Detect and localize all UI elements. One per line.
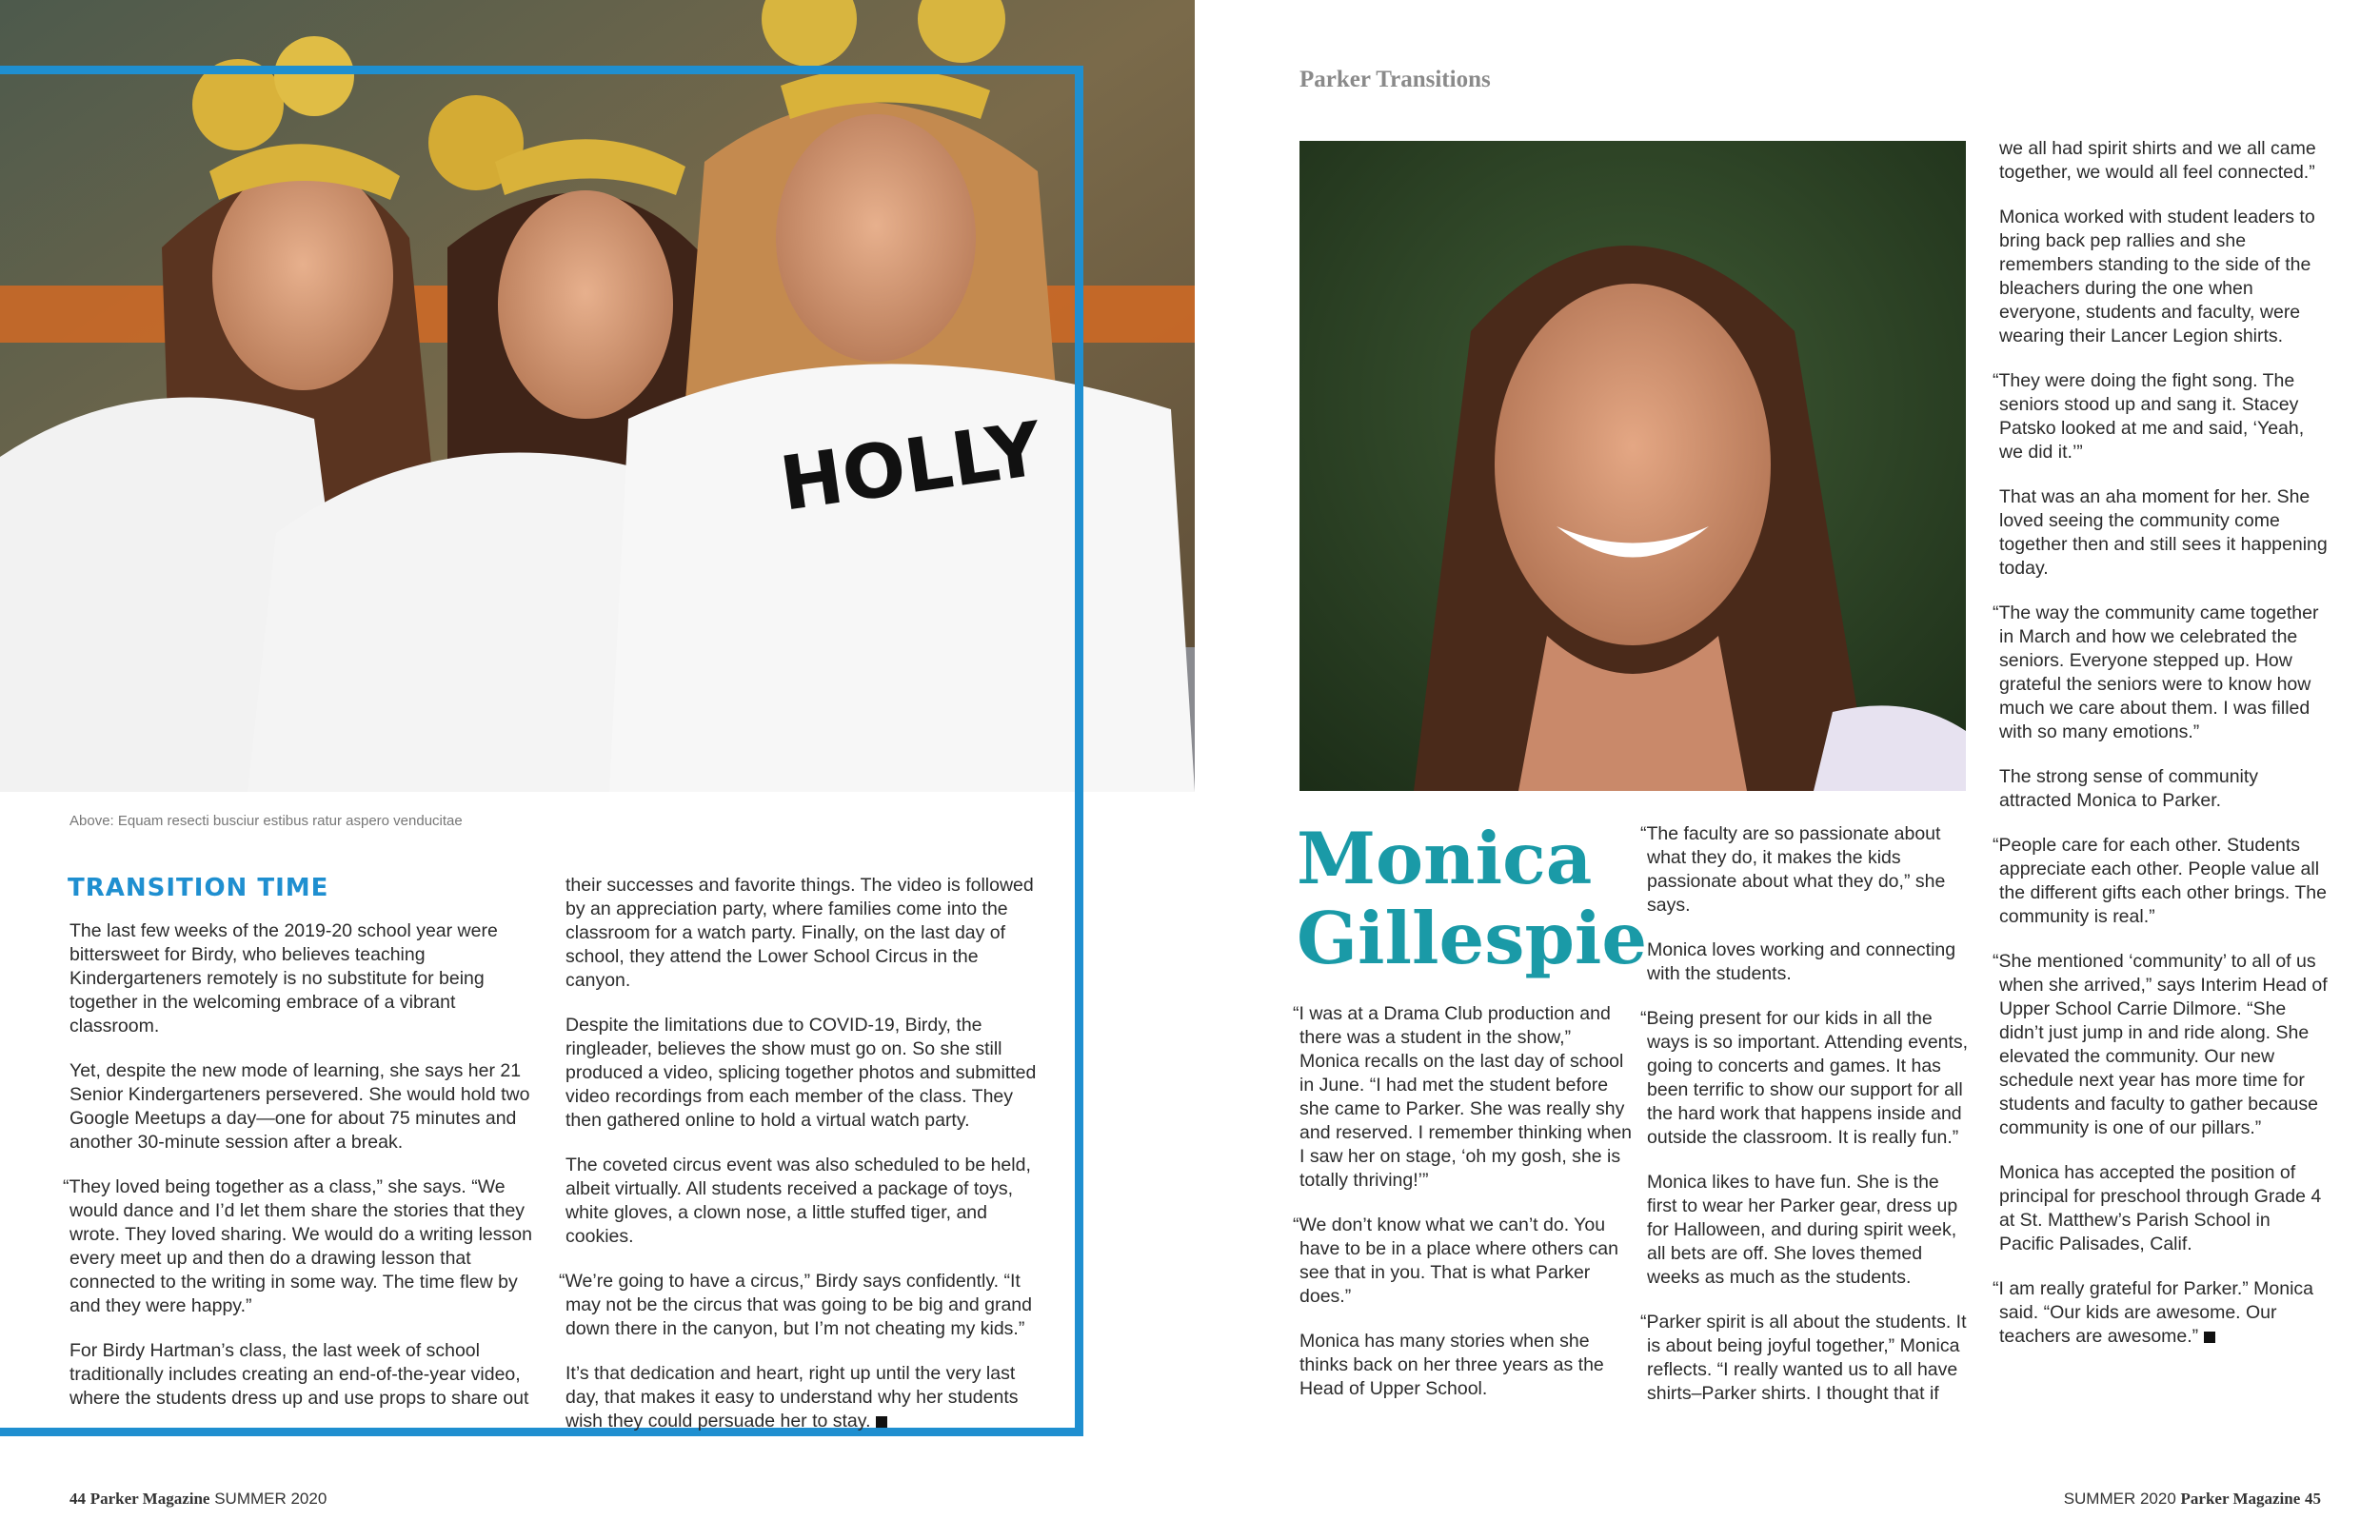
section-heading: TRANSITION TIME bbox=[68, 874, 329, 902]
quote-paragraph: “We don’t know what we can’t do. You have to be in a place where others can see that in you. That is what Parker does.” bbox=[1293, 1214, 1618, 1307]
footer-right bbox=[2064, 1490, 2321, 1509]
article-column-4 bbox=[1640, 822, 1971, 1427]
issue-label: SUMMER 2020 bbox=[2063, 1490, 2176, 1508]
paragraph: Monica loves working and connecting with the students. bbox=[1647, 939, 1956, 984]
quote-paragraph: “They were doing the fight song. The seniors stood up and sang it. Stacey Patsko looked at me and said, ‘Yeah, we did it.’” bbox=[1993, 370, 2305, 463]
name-first: Monica bbox=[1297, 817, 1593, 900]
photo-caption: Above: Equam resecti busciur estibus ratur aspero venducitae bbox=[69, 813, 463, 829]
article-column-2 bbox=[559, 874, 1046, 1454]
issue-label: SUMMER 2020 bbox=[214, 1490, 327, 1508]
footer-left bbox=[69, 1490, 327, 1509]
closing-text: “I am really grateful for Parker.” Monica said. “Our kids are awesome. Our teachers are awesome.” bbox=[1993, 1278, 2314, 1347]
shirt-text: HOLLY bbox=[775, 406, 1047, 528]
paragraph bbox=[565, 1362, 1046, 1433]
quote-paragraph: “The faculty are so passionate about what they do, it makes the kids passionate about what they do,” she says. bbox=[1640, 823, 1946, 916]
quote-paragraph: “Being present for our kids in all the ways is so important. Attending events, going to concerts and games. It has been terrific to show our support for all the hard work that happens inside and outside the classroom. It is really fun.” bbox=[1640, 1008, 1969, 1148]
closing-text: It’s that dedication and heart, right up until the very last day, that makes it easy to understand why her students wish they could persuade her to stay. bbox=[565, 1363, 1019, 1431]
paragraph: Monica has many stories when she thinks back on her three years as the Head of Upper School. bbox=[1299, 1331, 1604, 1399]
paragraph: For Birdy Hartman’s class, the last week of school traditionally includes creating an end-of-the-year video, where the students dress up and use props to share out bbox=[69, 1340, 529, 1409]
paragraph: The strong sense of community attracted Monica to Parker. bbox=[1999, 766, 2259, 811]
quote-paragraph: “I was at a Drama Club production and there was a student in the show,” Monica recalls on the last day of school in June. “I had met the student before she came to Parker. She was really shy and reserved. I remember thinking when I saw her on stage, ‘oh my gosh, she is totally thriving!’” bbox=[1293, 1003, 1633, 1191]
article-column-5 bbox=[1993, 137, 2328, 1370]
paragraph: Yet, despite the new mode of learning, she says her 21 Senior Kindergarteners persevered. She would hold two Google Meetups a day—one for about 75 minutes and another 30-minute session after a break. bbox=[69, 1060, 530, 1153]
profile-name bbox=[1297, 819, 1647, 978]
quote-paragraph: “Parker spirit is all about the students. It is about being joyful together,” Monica reflects. “I really wanted us to all have shirts–Parker shirts. I thought that if bbox=[1640, 1312, 1967, 1404]
quote-paragraph: “We’re going to have a circus,” Birdy says confidently. “It may not be the circus that was going to be big and grand down there in the canyon, but I’m not cheating my kids.” bbox=[559, 1271, 1032, 1339]
paragraph: The coveted circus event was also scheduled to be held, albeit virtually. All students received a package of toys, white gloves, a clown nose, a little stuffed tiger, and cookies. bbox=[565, 1155, 1031, 1247]
name-last: Gillespie bbox=[1297, 897, 1648, 980]
article-column-3 bbox=[1293, 1002, 1633, 1422]
magazine-name: Parker Magazine bbox=[89, 1490, 210, 1508]
paragraph: Despite the limitations due to COVID-19, Birdy, the ringleader, believes the show must go on. So she still produced a video, splicing together photos and submitted video recordings from each member of the class. They then gathered online to hold a virtual watch party. bbox=[565, 1015, 1037, 1131]
paragraph: Monica has accepted the position of principal for preschool through Grade 4 at St. Matthew’s Parish School in Pacific Palisades, Calif. bbox=[1999, 1162, 2322, 1254]
quote-paragraph: “She mentioned ‘community’ to all of us when she arrived,” says Interim Head of Upper School Carrie Dilmore. “She didn’t just jump in and ride along. She elevated the community. Our new schedule next year has more time for students and faculty to gather because community is one of our pillars.” bbox=[1993, 951, 2328, 1138]
quote-paragraph: “They loved being together as a class,” she says. “We would dance and I’d let them share the stories that they wrote. They loved sharing. We would do a writing lesson every meet up and then do a drawing lesson that connected to the writing in some way. The time flew by and they were happy.” bbox=[63, 1176, 532, 1316]
paragraph: Monica worked with student leaders to bring back pep rallies and she remembers standing to the side of the bleachers during the one when everyone, students and faculty, were wearing their Lancer Legion shirts. bbox=[1999, 207, 2315, 346]
article-column-1 bbox=[63, 919, 545, 1431]
monica-portrait-photo bbox=[1299, 141, 1966, 791]
page-number: 44 bbox=[69, 1490, 86, 1508]
paragraph: we all had spirit shirts and we all came together, we would all feel connected.” bbox=[1999, 138, 2316, 183]
magazine-name: Parker Magazine bbox=[2180, 1490, 2301, 1508]
section-title: Parker Transitions bbox=[1299, 67, 1491, 92]
end-mark-icon bbox=[2204, 1332, 2215, 1343]
page-number: 45 bbox=[2305, 1490, 2321, 1508]
paragraph: The last few weeks of the 2019-20 school year were bittersweet for Birdy, who believes teaching Kindergarteners remotely is no substitute for being together in the welcoming embrace of a vibrant classroom. bbox=[69, 920, 498, 1037]
quote-paragraph bbox=[1993, 1277, 2328, 1349]
end-mark-icon bbox=[876, 1416, 887, 1428]
paragraph: their successes and favorite things. The video is followed by an appreciation party, where families come into the classroom for a watch party. Finally, on the last day of school, they attend the Lower School Circus in the canyon. bbox=[565, 875, 1034, 991]
quote-paragraph: “The way the community came together in March and how we celebrated the seniors. Everyone stepped up. How grateful the seniors were to know how much we care about them. I was filled with so many emotions.” bbox=[1993, 602, 2319, 742]
quote-paragraph: “People care for each other. Students appreciate each other. People value all the different gifts each other brings. The community is real.” bbox=[1993, 835, 2327, 927]
paragraph: Monica likes to have fun. She is the first to wear her Parker gear, dress up for Halloween, and during spirit week, all bets are off. She loves themed weeks as much as the students. bbox=[1647, 1172, 1958, 1288]
paragraph: That was an aha moment for her. She loved seeing the community come together then and still sees it happening today. bbox=[1999, 486, 2328, 579]
